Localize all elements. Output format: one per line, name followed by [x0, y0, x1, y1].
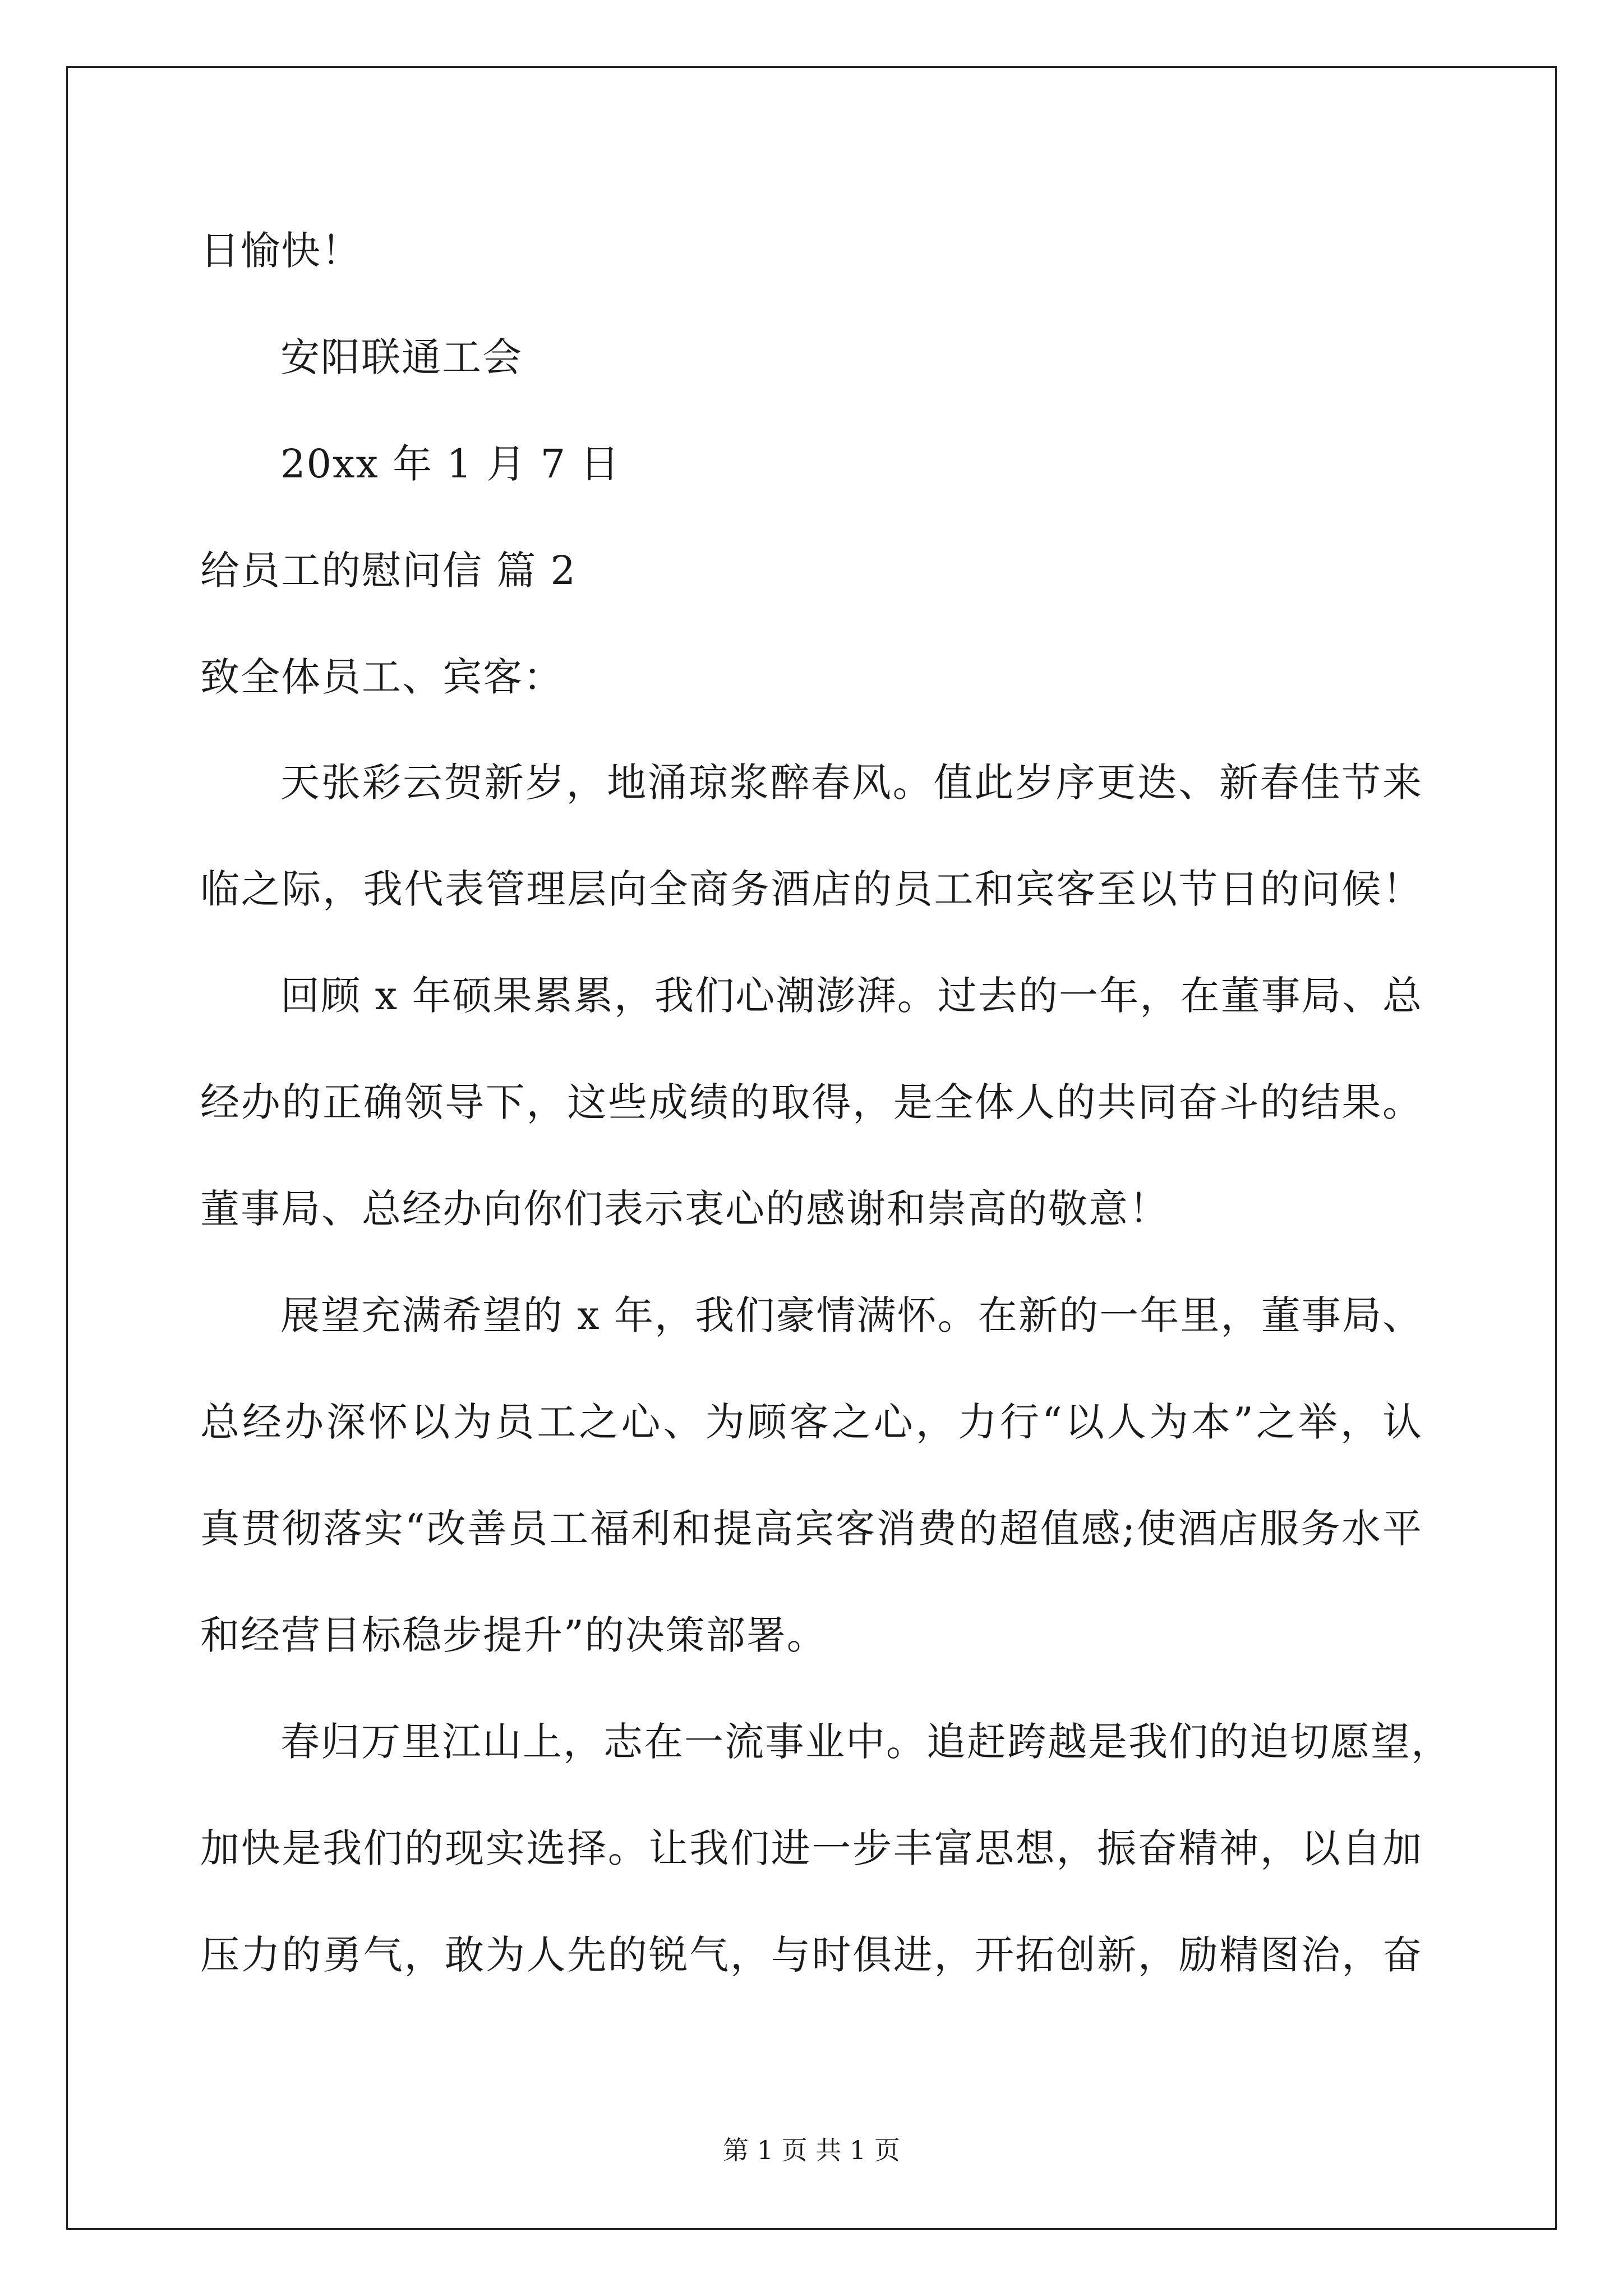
- page-footer: 第 1 页 共 1 页: [723, 2135, 900, 2165]
- paragraph-1-line-2: 临之际，我代表管理层向全商务酒店的员工和宾客至以节日的问候！: [200, 866, 1423, 912]
- salutation: 致全体员工、宾客：: [200, 654, 564, 700]
- signature-organization: 安阳联通工会: [280, 334, 523, 380]
- paragraph-4-line-1: 春归万里江山上，志在一流事业中。追赶跨越是我们的迫切愿望，: [280, 1719, 1451, 1765]
- paragraph-3-line-2: 总经办深怀以为员工之心、为顾客之心，力行“以人为本”之举，认: [200, 1399, 1423, 1445]
- paragraph-4-line-2: 加快是我们的现实选择。让我们进一步丰富思想，振奋精神，以自加: [200, 1825, 1423, 1871]
- closing-line: 日愉快！: [200, 228, 362, 274]
- paragraph-1-line-1: 天张彩云贺新岁，地涌琼浆醉春风。值此岁序更迭、新春佳节来: [280, 760, 1423, 806]
- paragraph-3-line-3: 真贯彻落实“改善员工福利和提高宾客消费的超值感;使酒店服务水平: [200, 1506, 1423, 1552]
- paragraph-2-line-2: 经办的正确领导下，这些成绩的取得，是全体人的共同奋斗的结果。: [200, 1079, 1423, 1125]
- section-heading: 给员工的慰问信 篇 2: [200, 547, 577, 593]
- signature-date: 20xx 年 1 月 7 日: [280, 441, 621, 487]
- paragraph-3-line-4: 和经营目标稳步提升”的决策部署。: [200, 1612, 827, 1658]
- paragraph-2-line-3: 董事局、总经办向你们表示衷心的感谢和崇高的敬意！: [200, 1186, 1169, 1232]
- page-border: [66, 66, 1557, 2230]
- paragraph-3-line-1: 展望充满希望的 x 年，我们豪情满怀。在新的一年里，董事局、: [280, 1292, 1423, 1338]
- paragraph-4-line-3: 压力的勇气，敢为人先的锐气，与时俱进，开拓创新，励精图治，奋: [200, 1932, 1423, 1978]
- paragraph-2-line-1: 回顾 x 年硕果累累，我们心潮澎湃。过去的一年，在董事局、总: [280, 973, 1423, 1019]
